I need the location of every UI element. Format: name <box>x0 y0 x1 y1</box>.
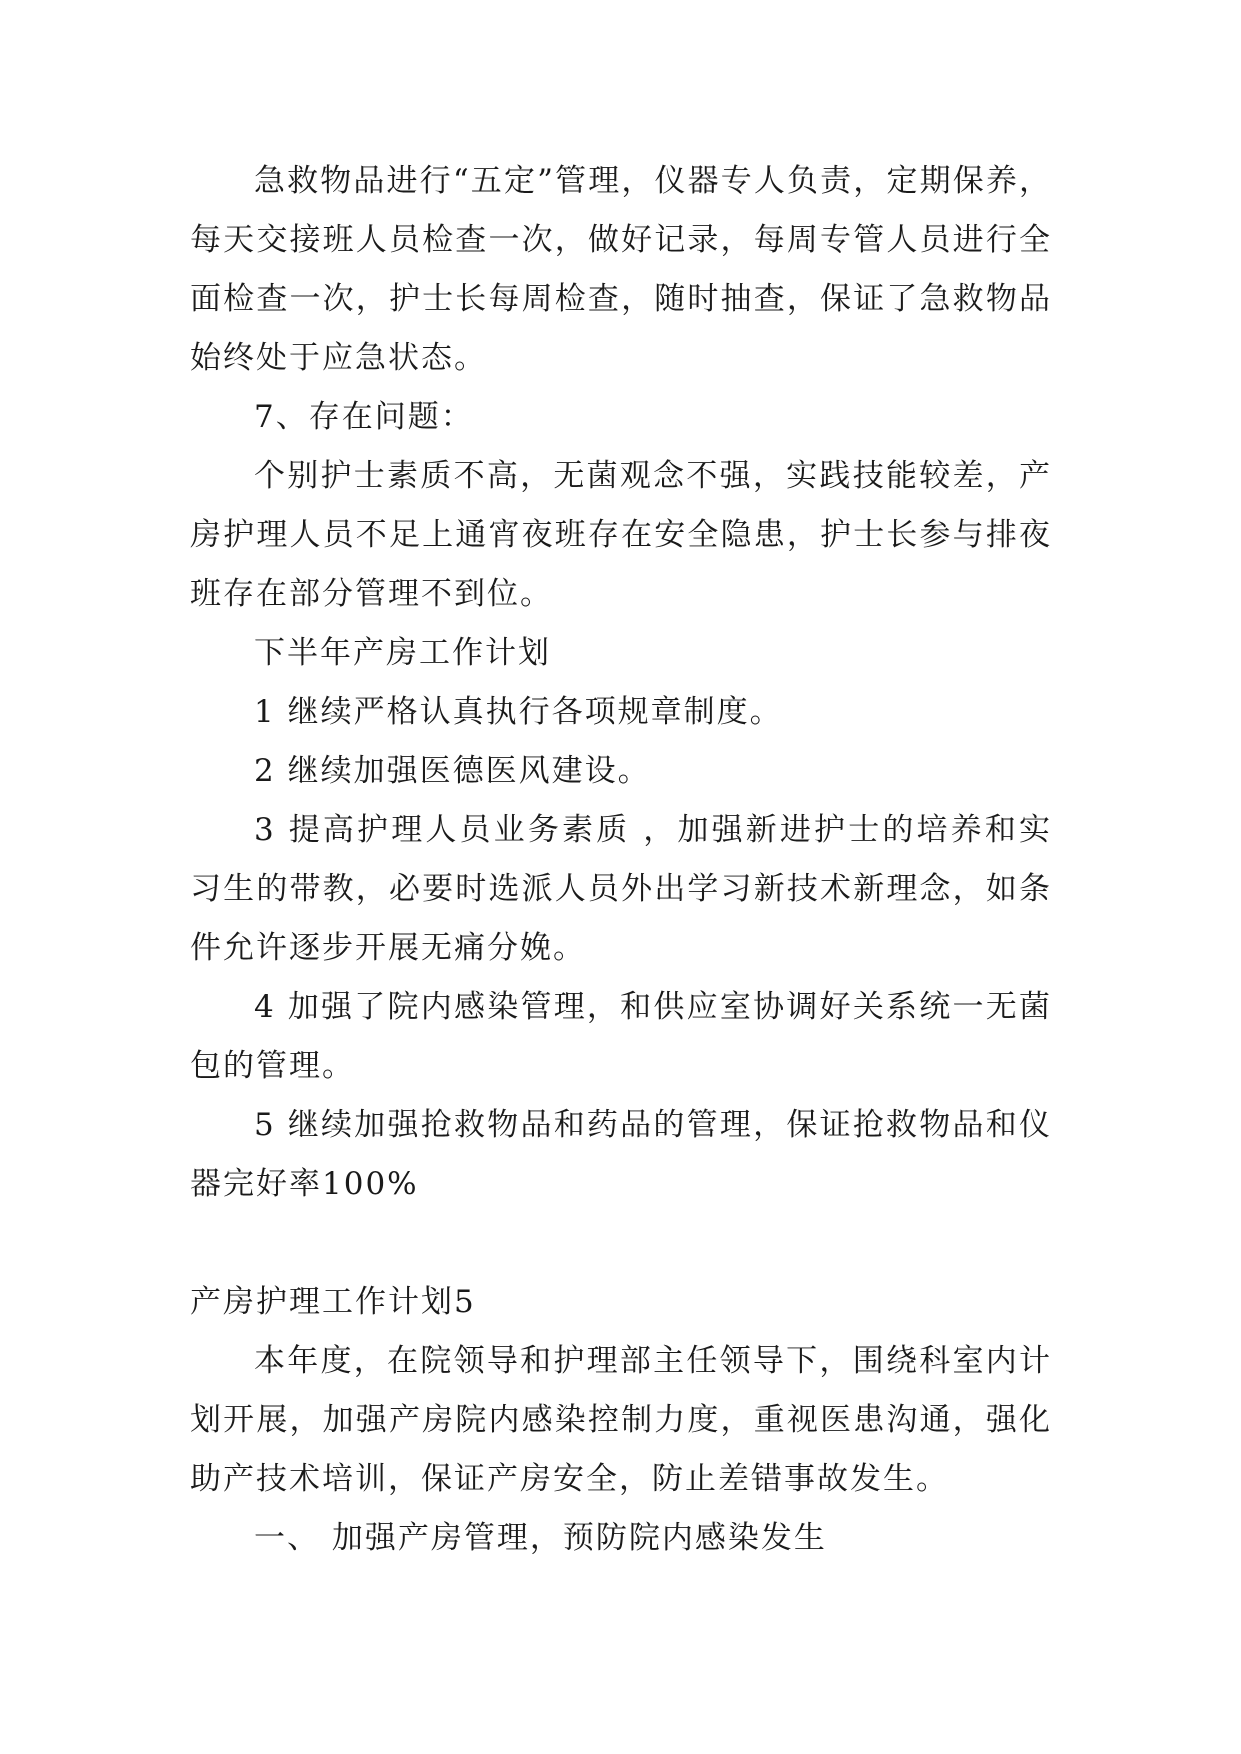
plan-item-4: 4 加强了院内感染管理，和供应室协调好关系统一无菌包的管理。 <box>190 989 1052 1084</box>
plan-item-1: 1 继续严格认真执行各项规章制度。 <box>254 694 783 730</box>
paragraph-existing-problems: 个别护士素质不高，无菌观念不强，实践技能较差，产房护理人员不足上通宵夜班存在安全隐患，护士长参与排夜班存在部分管理不到位。 <box>190 458 1052 612</box>
paragraph-emergency-supplies: 急救物品进行“五定”管理，仪器专人负责，定期保养，每天交接班人员检查一次，做好记录，每周专管人员进行全面检查一次，护士长每周检查，随时抽查，保证了急救物品始终处于应急状态。 <box>190 163 1052 376</box>
plan-item-3: 3 提高护理人员业务素质 ，加强新进护士的培养和实习生的带教，必要时选派人员外出学习新技术新理念，如条件允许逐步开展无痛分娩。 <box>190 812 1052 966</box>
paragraph-existing-problems-heading: 7、存在问题： <box>254 399 474 435</box>
plan-item-5: 5 继续加强抢救物品和药品的管理，保证抢救物品和仪器完好率100% <box>190 1107 1052 1202</box>
paragraph-section-one-heading: 一、 加强产房管理，预防院内感染发生 <box>254 1520 827 1556</box>
blank-line <box>190 1214 1052 1273</box>
section-title: 产房护理工作计划5 <box>190 1284 476 1320</box>
paragraph-annual-overview: 本年度，在院领导和护理部主任领导下，围绕科室内计划开展，加强产房院内感染控制力度，重视医患沟通，强化助产技术培训，保证产房安全，防止差错事故发生。 <box>190 1343 1052 1497</box>
document-page <box>190 152 1052 1568</box>
paragraph-second-half-plan-heading: 下半年产房工作计划 <box>254 635 551 671</box>
plan-item-2: 2 继续加强医德医风建设。 <box>254 753 651 789</box>
